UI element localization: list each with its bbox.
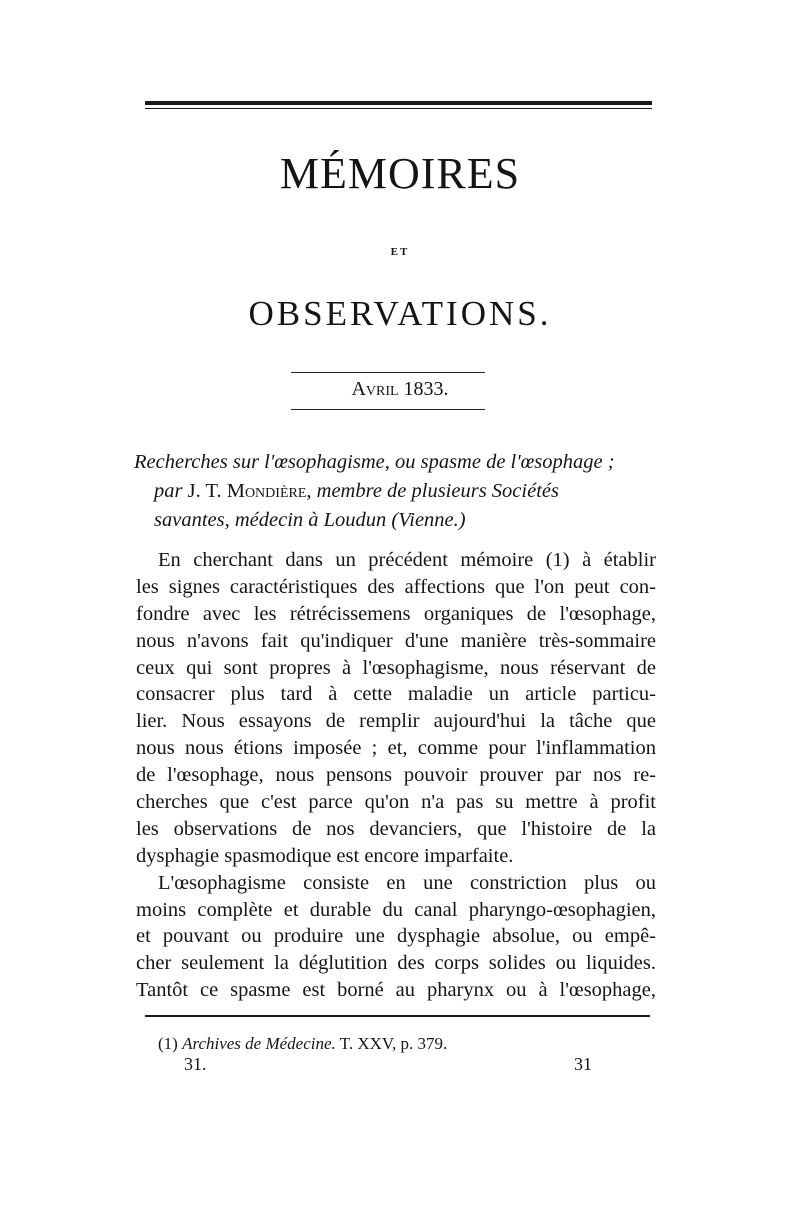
body-line: nous n'avons fait qu'indiquer d'une manière très-sommaire: [136, 629, 656, 652]
body-line: cherches que c'est parce qu'on n'a pas su mettre à profit: [136, 791, 656, 814]
body-line: et pouvant ou produire une dysphagie absolue, ou empê-: [136, 925, 656, 948]
body-line: de l'œsophage, nous pensons pouvoir prouver par nos re-: [136, 764, 656, 787]
article-heading-by: par: [154, 480, 183, 502]
article-author-affiliation: membre de plusieurs Sociétés: [316, 480, 559, 502]
section-subtitle: OBSERVATIONS.: [248, 294, 552, 333]
article-author: J. T. Mondière,: [187, 480, 312, 502]
body-line: Tantôt ce spasme est borné au pharynx ou à l'œsophage,: [136, 979, 656, 1002]
body-line: En cherchant dans un précédent mémoire (1) à établir: [158, 549, 656, 571]
body-line: L'œsophagisme consiste en une constriction plus ou: [158, 871, 656, 894]
footnote-marker: (1): [158, 1034, 178, 1053]
top-rule-thin: [145, 108, 652, 109]
body-line: les signes caractéristiques des affections que l'on peut con-: [136, 575, 656, 598]
body-line: nous nous étions imposée ; et, comme pour l'inflammation: [136, 737, 656, 760]
body-line: fondre avec les rétrécissemens organiques de l'œsophage,: [136, 602, 656, 625]
signature-mark-left: 31.: [184, 1054, 207, 1074]
top-rule-thick: [145, 101, 652, 105]
article-heading-line-3: savantes, médecin à Loudun (Vienne.): [154, 509, 466, 531]
footnote-rule: [145, 1015, 650, 1017]
footnote-reference: T. XXV, p. 379.: [339, 1034, 448, 1053]
body-line: ceux qui sont propres à l'œsophagisme, nous réservant de: [136, 656, 656, 679]
body-line: consacrer plus tard à cette maladie un article particu-: [136, 683, 656, 706]
body-line: les observations de nos devanciers, que l'histoire de la: [136, 817, 656, 840]
body-line: dysphagie spasmodique est encore imparfaite.: [136, 844, 514, 867]
body-line: cher seulement la déglutition des corps solides ou liquides.: [136, 952, 656, 975]
signature-mark-right: 31: [574, 1054, 592, 1074]
article-heading-line-2: [134, 477, 674, 506]
footnote-source: Archives de Médecine.: [182, 1034, 336, 1053]
article-heading: [134, 448, 674, 535]
footnote: [158, 1033, 447, 1055]
body-line: lier. Nous essayons de remplir aujourd'hui la tâche que: [136, 710, 656, 733]
section-title: MÉMOIRES: [279, 149, 521, 198]
article-heading-line-1: Recherches sur l'œsophagisme, ou spasme de l'œsophage ;: [134, 451, 615, 473]
top-double-rule: [145, 101, 652, 109]
date-rule-top: [291, 372, 485, 373]
article-body: [136, 547, 656, 1004]
issue-date: Avril 1833.: [351, 378, 449, 400]
body-line: moins complète et durable du canal pharyngo-œsophagien,: [136, 898, 656, 921]
date-rule-bottom: [291, 409, 485, 410]
section-title-conjunction: ET: [390, 246, 410, 258]
